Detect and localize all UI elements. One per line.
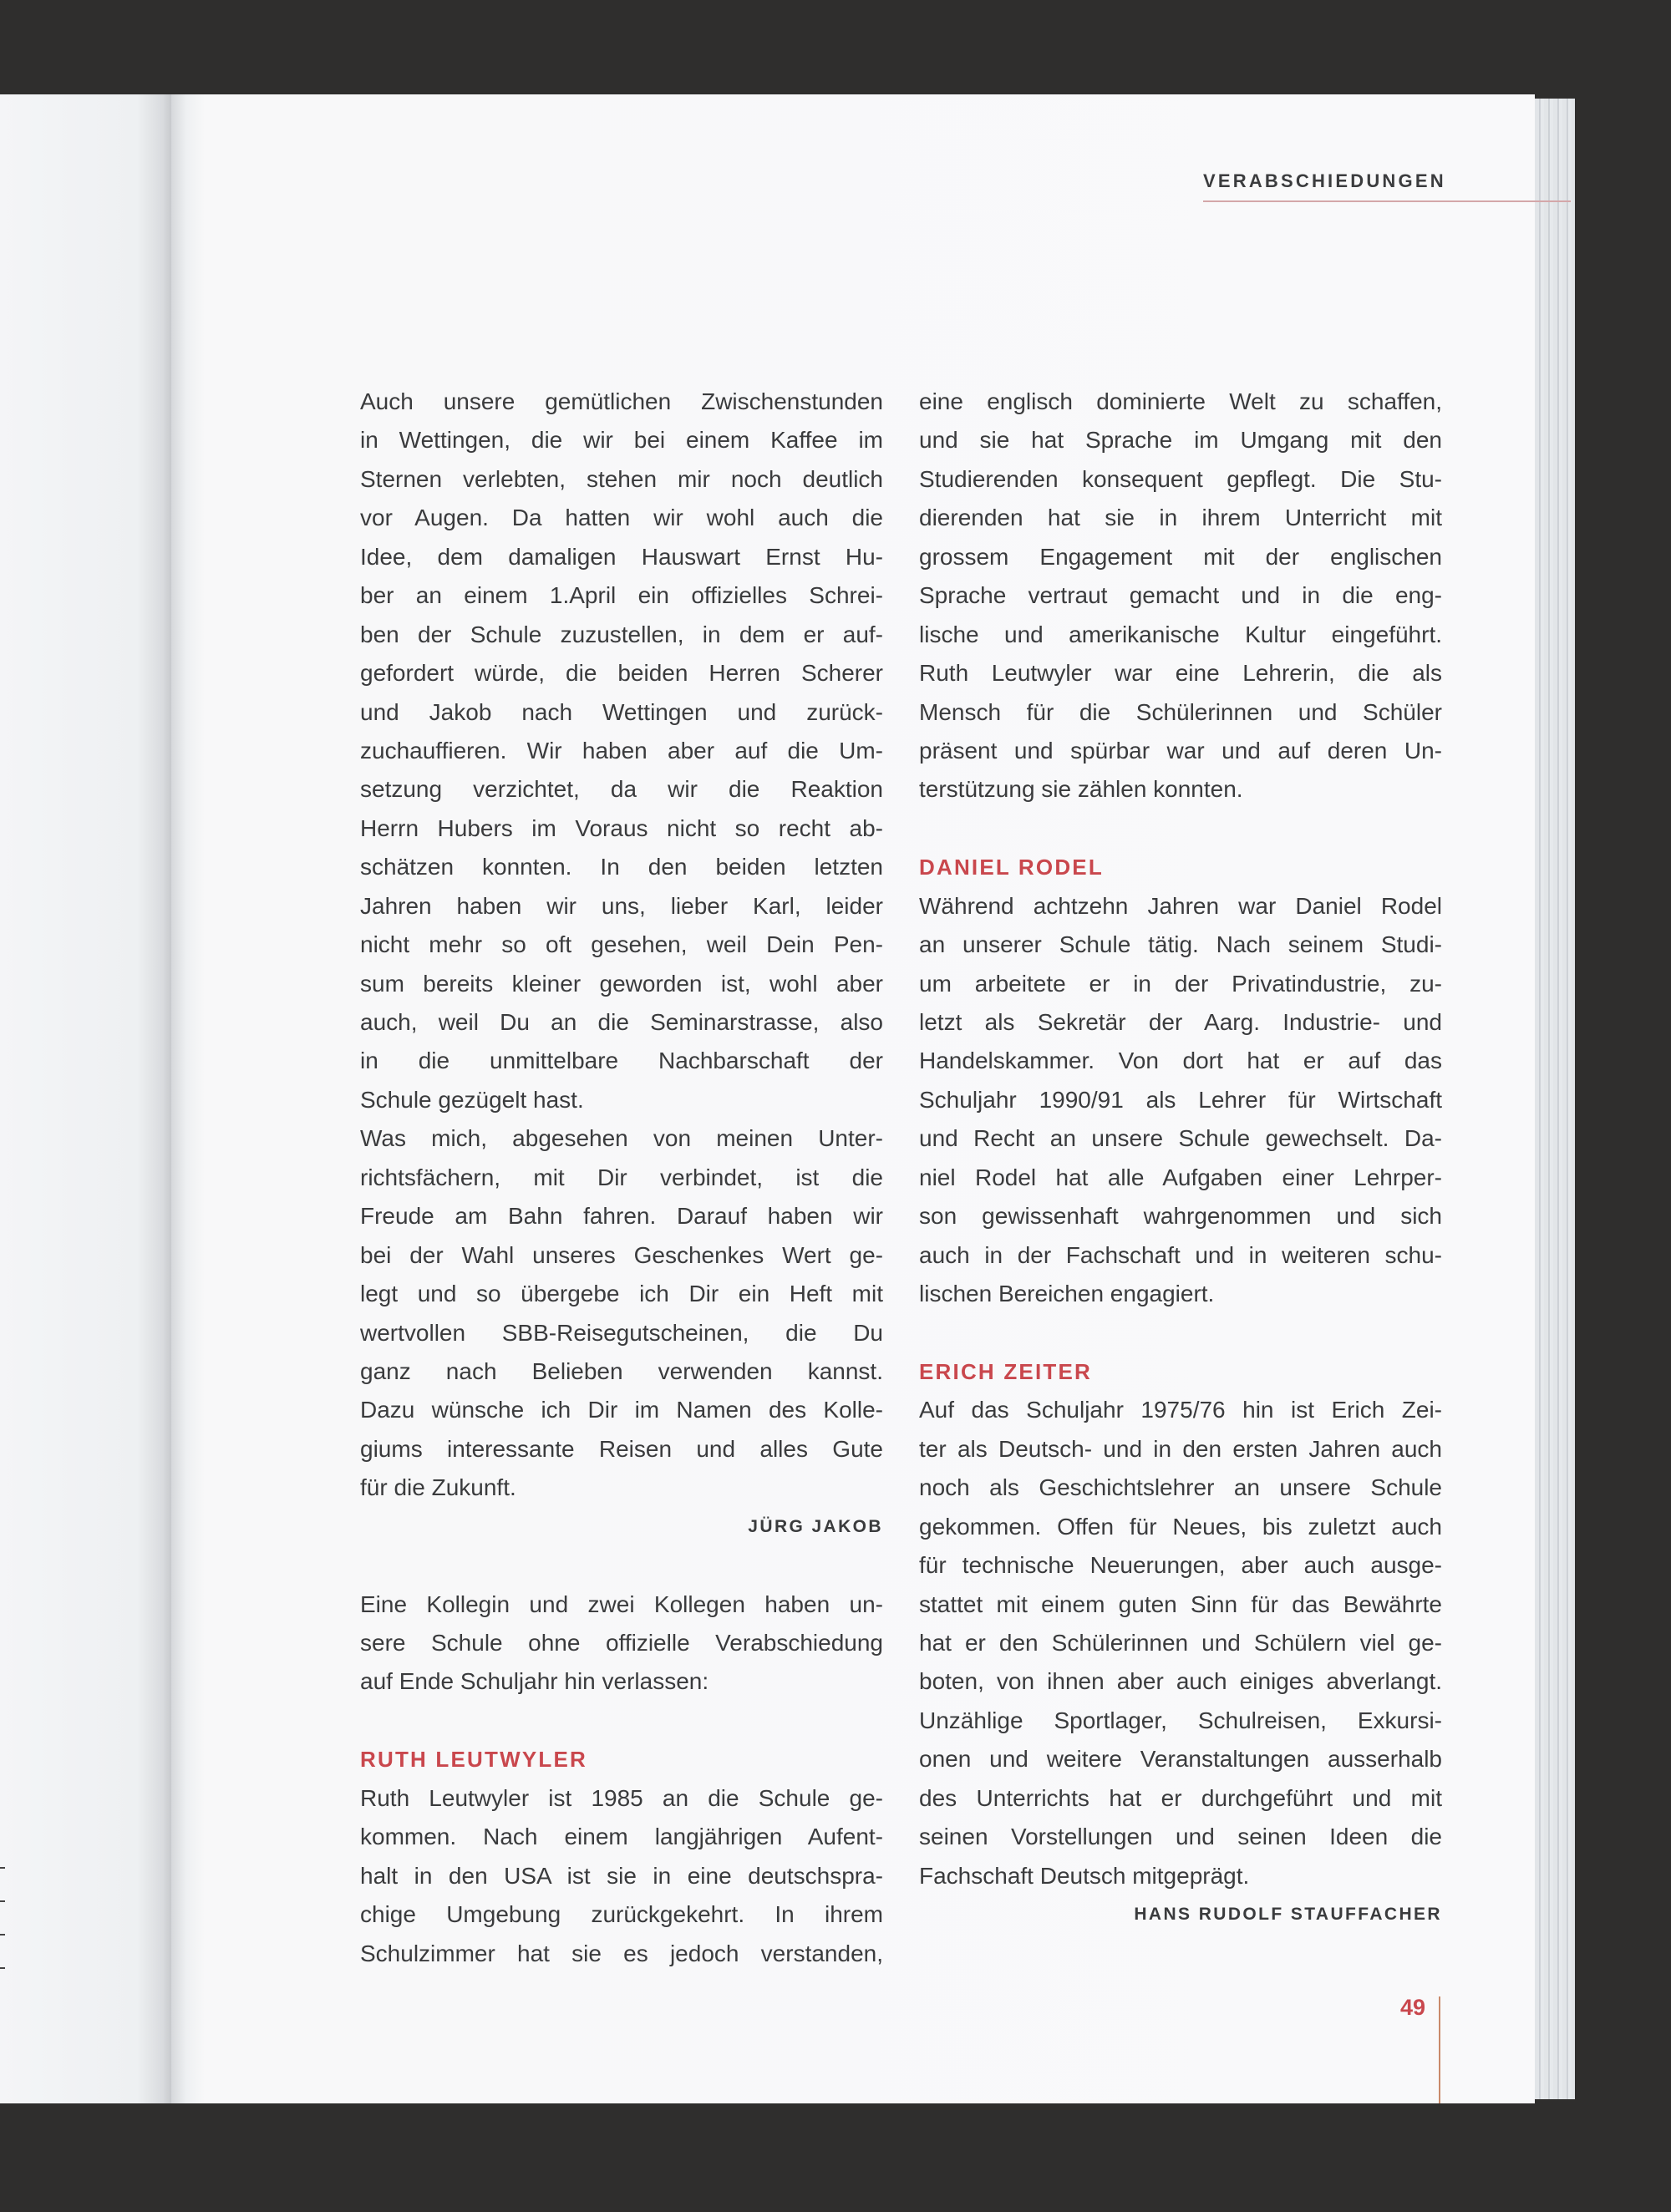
paragraph-line: lische und amerikanische Kultur eingeführt. — [919, 621, 1442, 647]
paragraph-line: Schulzimmer hat sie es jedoch verstanden, — [360, 1940, 883, 1966]
paragraph-line: Ruth Leutwyler war eine Lehrerin, die als — [919, 660, 1442, 687]
paragraph-line: präsent und spürbar war und auf deren Un- — [919, 737, 1442, 764]
paragraph-line: stattet mit einem guten Sinn für das Bewährte — [919, 1591, 1442, 1617]
paragraph-line: ganz nach Belieben verwenden kannst. — [360, 1357, 883, 1384]
page-number: 49 — [1400, 1995, 1426, 2020]
paragraph-line: setzung verzichtet, da wir die Reaktion — [360, 776, 883, 803]
paragraph-line: auch, weil Du an die Seminarstrasse, also — [360, 1009, 883, 1035]
paragraph-line: und Jakob nach Wettingen und zurück- — [360, 698, 883, 725]
page-number-rule — [1439, 1996, 1440, 2103]
paragraph-line: an unserer Schule tätig. Nach seinem Studi- — [919, 931, 1442, 958]
paragraph-line: lischen Bereichen engagiert. — [919, 1281, 1215, 1307]
paragraph-line: für die Zukunft. — [360, 1474, 516, 1501]
spacer — [360, 1702, 883, 1740]
paragraph-line: auf Ende Schuljahr hin verlassen: — [360, 1668, 709, 1695]
paragraph-line: ben der Schule zuzustellen, in dem er auf- — [360, 621, 883, 647]
paragraph-line: Schule gezügelt hast. — [360, 1086, 584, 1113]
paragraph-line: und sie hat Sprache im Umgang mit den — [919, 427, 1442, 454]
paragraph-line: bei der Wahl unseres Geschenkes Wert ge- — [360, 1241, 883, 1268]
paragraph-line: legt und so übergebe ich Dir ein Heft mit — [360, 1281, 883, 1307]
paragraph-line: gefordert würde, die beiden Herren Scherer — [360, 660, 883, 687]
header-rule — [1203, 200, 1571, 202]
paragraph-line: Herrn Hubers im Voraus nicht so recht ab- — [360, 814, 883, 841]
spacer — [360, 1546, 883, 1585]
paragraph-line: und Recht an unsere Schule gewechselt. Da- — [919, 1125, 1442, 1152]
paragraph-line: des Unterrichts hat er durchgeführt und mit — [919, 1784, 1442, 1811]
author-signature: JÜRG JAKOB — [748, 1516, 883, 1536]
paragraph-line: Sternen verlebten, stehen mir noch deutlich — [360, 465, 883, 492]
author-signature: HANS RUDOLF STAUFFACHER — [1134, 1905, 1442, 1925]
right-text-column — [919, 383, 1442, 1935]
spacer — [919, 1314, 1442, 1352]
paragraph-line: in die unmittelbare Nachbarschaft der — [360, 1048, 883, 1074]
paragraph-line: Freude am Bahn fahren. Darauf haben wir — [360, 1203, 883, 1230]
paragraph-line: sere Schule ohne offizielle Verabschiedung — [360, 1630, 883, 1656]
paragraph-line: hat er den Schülerinnen und Schülern viel ge- — [919, 1630, 1442, 1656]
page-stack-edges — [1535, 99, 1575, 2099]
paragraph-line: Studierenden konsequent gepflegt. Die Stu- — [919, 465, 1442, 492]
paragraph-line: noch als Geschichtslehrer an unsere Schule — [919, 1474, 1442, 1501]
paragraph-line: um arbeitete er in der Privatindustrie, zu- — [919, 970, 1442, 997]
left-text-column — [360, 383, 883, 1973]
paragraph-line: Idee, dem damaligen Hauswart Ernst Hu- — [360, 543, 883, 570]
paragraph-line: Sprache vertraut gemacht und in die eng- — [919, 582, 1442, 609]
paragraph-line: seinen Vorstellungen und seinen Ideen die — [919, 1824, 1442, 1850]
paragraph-line: wertvollen SBB-Reisegutscheinen, die Du — [360, 1319, 883, 1346]
paragraph-line: sum bereits kleiner geworden ist, wohl aber — [360, 970, 883, 997]
paragraph-line: Auch unsere gemütlichen Zwischenstunden — [360, 388, 883, 414]
section-heading: DANIEL RODEL — [919, 855, 1104, 880]
paragraph-line: Während achtzehn Jahren war Daniel Rodel — [919, 892, 1442, 919]
paragraph-line: Dazu wünsche ich Dir im Namen des Kolle- — [360, 1397, 883, 1423]
paragraph-line: nicht mehr so oft gesehen, weil Dein Pen- — [360, 931, 883, 958]
paragraph-line: Was mich, abgesehen von meinen Unter- — [360, 1125, 883, 1152]
paragraph-line: boten, von ihnen aber auch einiges abverlangt. — [919, 1668, 1442, 1695]
paragraph-line: letzt als Sekretär der Aarg. Industrie- und — [919, 1009, 1442, 1035]
paragraph-line: vor Augen. Da hatten wir wohl auch die — [360, 505, 883, 531]
paragraph-line: richtsfächern, mit Dir verbindet, ist die — [360, 1164, 883, 1190]
left-page-edge — [0, 94, 171, 2103]
paragraph-line: Ruth Leutwyler ist 1985 an die Schule ge- — [360, 1784, 883, 1811]
paragraph-line: für technische Neuerungen, aber auch ausge- — [919, 1552, 1442, 1579]
paragraph-line: Auf das Schuljahr 1975/76 hin ist Erich Zei- — [919, 1397, 1442, 1423]
paragraph-line: eine englisch dominierte Welt zu schaffen, — [919, 388, 1442, 414]
paragraph-line: schätzen konnten. In den beiden letzten — [360, 854, 883, 880]
spacer — [919, 809, 1442, 848]
section-heading: RUTH LEUTWYLER — [360, 1747, 587, 1773]
paragraph-line: grossem Engagement mit der englischen — [919, 543, 1442, 570]
paragraph-line: Jahren haben wir uns, lieber Karl, leider — [360, 892, 883, 919]
paragraph-line: onen und weitere Veranstaltungen ausserhalb — [919, 1746, 1442, 1773]
paragraph-line: niel Rodel hat alle Aufgaben einer Lehrper- — [919, 1164, 1442, 1190]
paragraph-line: gekommen. Offen für Neues, bis zuletzt auch — [919, 1513, 1442, 1540]
paragraph-line: Fachschaft Deutsch mitgeprägt. — [919, 1862, 1250, 1889]
paragraph-line: Handelskammer. Von dort hat er auf das — [919, 1048, 1442, 1074]
paragraph-line: Eine Kollegin und zwei Kollegen haben un- — [360, 1591, 883, 1617]
paragraph-line: chige Umgebung zurückgekehrt. In ihrem — [360, 1901, 883, 1928]
section-header: VERABSCHIEDUNGEN — [1203, 170, 1446, 191]
paragraph-line: son gewissenhaft wahrgenommen und sich — [919, 1203, 1442, 1230]
paragraph-line: auch in der Fachschaft und in weiteren schu- — [919, 1241, 1442, 1268]
paragraph-line: Unzählige Sportlager, Schulreisen, Exkursi- — [919, 1707, 1442, 1733]
paragraph-line: ter als Deutsch- und in den ersten Jahren auch — [919, 1435, 1442, 1462]
paragraph-line: in Wettingen, die wir bei einem Kaffee im — [360, 427, 883, 454]
paragraph-line: dierenden hat sie in ihrem Unterricht mit — [919, 505, 1442, 531]
paragraph-line: Schuljahr 1990/91 als Lehrer für Wirtschaft — [919, 1086, 1442, 1113]
paragraph-line: halt in den USA ist sie in eine deutschspra- — [360, 1862, 883, 1889]
paragraph-line: giums interessante Reisen und alles Gute — [360, 1435, 883, 1462]
paragraph-line: ber an einem 1.April ein offizielles Schrei- — [360, 582, 883, 609]
paragraph-line: terstützung sie zählen konnten. — [919, 776, 1243, 803]
paragraph-line: Mensch für die Schülerinnen und Schüler — [919, 698, 1442, 725]
paragraph-line: zuchauffieren. Wir haben aber auf die Um- — [360, 737, 883, 764]
paragraph-line: kommen. Nach einem langjährigen Aufent- — [360, 1824, 883, 1850]
section-heading: ERICH ZEITER — [919, 1358, 1092, 1384]
